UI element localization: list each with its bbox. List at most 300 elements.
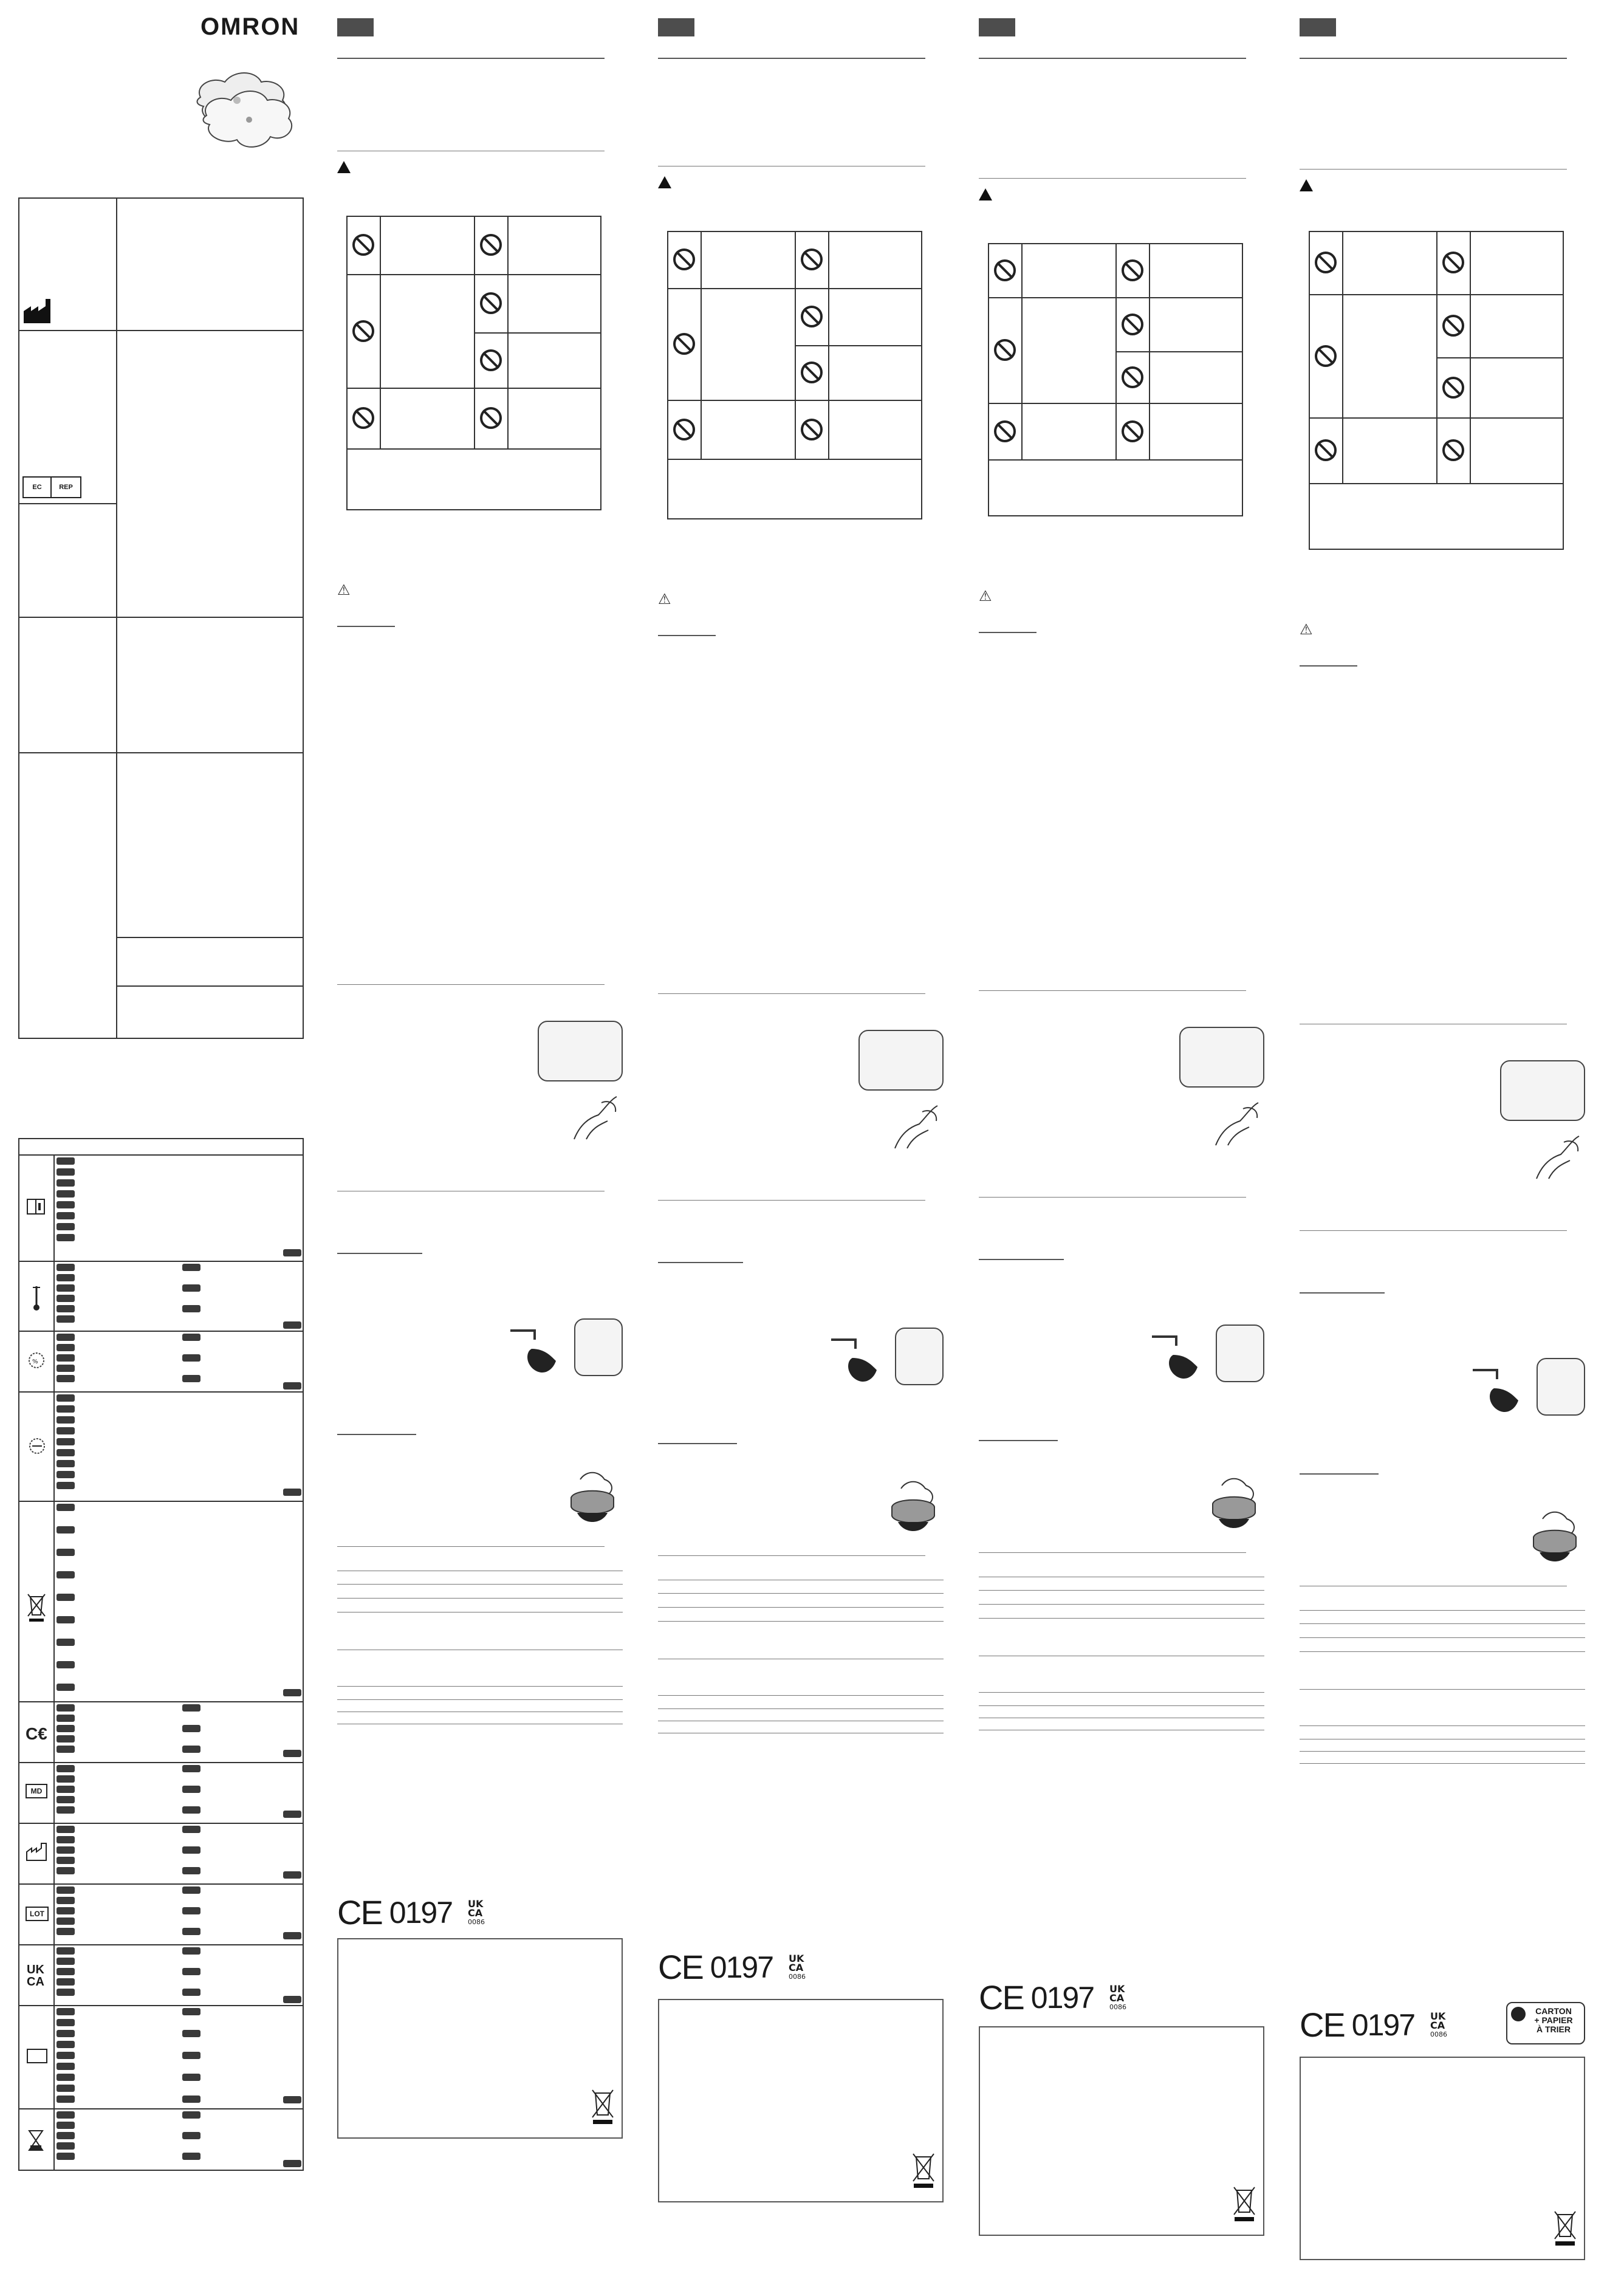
subheading-underline (1300, 1292, 1385, 1294)
language-tag (182, 1284, 200, 1292)
language-tag (57, 1405, 75, 1413)
ukca-mark (468, 1899, 485, 1927)
language-tag (182, 2111, 200, 2119)
subheading-underline (658, 635, 716, 636)
ce-mark-group (979, 1978, 1127, 2017)
subheading-underline (658, 1443, 737, 1444)
 (1309, 294, 1436, 295)
language-tag (182, 1947, 200, 1955)
language-tag (57, 1264, 75, 1271)
prohibition-icon (801, 419, 823, 440)
language-tag (283, 1932, 301, 1939)
language-tag (57, 2132, 75, 2139)
notified-body-number: 0197 (1030, 1981, 1094, 2015)
ce-symbol: CE (1300, 2006, 1345, 2044)
recycling-text: CARTON (1535, 2006, 1572, 2016)
 (1436, 357, 1564, 358)
 (474, 332, 601, 334)
spec-rule (1300, 1763, 1585, 1764)
spec-rule (1300, 1623, 1585, 1624)
spec-rule (658, 1621, 944, 1622)
section-rule (979, 990, 1246, 991)
 (667, 288, 795, 289)
ce-symbol: CE (979, 1978, 1024, 2017)
ec-rep-symbol (22, 476, 81, 498)
language-tag (182, 1334, 200, 1341)
prohibition-icon (994, 339, 1016, 361)
caution-icon: ⚠ (1300, 622, 1313, 638)
storage-illustration (883, 1476, 944, 1537)
language-tag (182, 2153, 200, 2160)
 (667, 400, 795, 401)
ukca-number: 0086 (1430, 2030, 1448, 2038)
humidity-icon (27, 1351, 46, 1369)
tap-icon (507, 1321, 568, 1382)
notified-body-number: 0197 (1351, 2008, 1415, 2042)
language-tag (57, 1886, 75, 1894)
hand-icon (1210, 1097, 1264, 1148)
section-rule (337, 1546, 605, 1547)
 (346, 448, 601, 450)
 (795, 400, 922, 401)
language-tag (57, 1504, 75, 1511)
language-tag (182, 1375, 200, 1382)
prohibition-icon (480, 292, 502, 314)
section-rule (1300, 1230, 1567, 1231)
header-rule (1300, 58, 1567, 59)
language-tag (182, 1765, 200, 1772)
subheading-underline (1300, 1473, 1379, 1475)
 (1115, 403, 1243, 404)
language-tag (57, 1305, 75, 1312)
language-tag (57, 2074, 75, 2081)
language-tag (283, 1871, 301, 1879)
subheading-underline (337, 1434, 416, 1435)
language-tag (57, 2085, 75, 2092)
ukca-bottom: CA (27, 1975, 44, 1989)
language-tag (182, 2030, 200, 2037)
language-tag (57, 2030, 75, 2037)
spec-rule (658, 1695, 944, 1696)
ukca-top: UK (27, 1963, 44, 1976)
ukca-mark (1109, 1984, 1126, 2012)
prohibition-icon (801, 248, 823, 270)
language-tag-header (658, 18, 694, 36)
language-tag (182, 1806, 200, 1814)
language-tag (57, 1978, 75, 1986)
spec-rule (658, 1607, 944, 1608)
wash-pad-illustration (574, 1318, 623, 1376)
ce-symbol: CE (337, 1893, 382, 1931)
spec-rule (1300, 1725, 1585, 1726)
 (1342, 231, 1343, 483)
language-tag (57, 2063, 75, 2070)
section-rule (979, 178, 1246, 179)
language-tag (283, 1249, 301, 1256)
language-tag (57, 1725, 75, 1732)
section-rule (658, 1555, 925, 1556)
language-tag (283, 1750, 301, 1757)
spec-rule (1300, 1651, 1585, 1652)
prohibition-icon (480, 234, 502, 256)
warning-icon (979, 188, 992, 200)
ce-symbol: CE (658, 1948, 703, 1986)
ce-mark-group (337, 1893, 485, 1931)
subheading-underline (979, 632, 1036, 633)
prohibition-icon (352, 234, 374, 256)
skin-placement-illustration (538, 1021, 623, 1081)
language-tag (57, 1639, 75, 1646)
 (667, 459, 922, 460)
spec-rule (337, 1598, 623, 1599)
 (474, 388, 601, 389)
 (1309, 483, 1564, 484)
 (346, 274, 474, 275)
language-tag (182, 1786, 200, 1793)
prohibition-icon (673, 248, 695, 270)
language-tag (57, 1427, 75, 1434)
spec-rule (979, 1705, 1264, 1706)
language-tag (57, 1775, 75, 1783)
language-tag (57, 2122, 75, 2129)
language-tag (182, 1886, 200, 1894)
language-tag (182, 1826, 200, 1833)
language-tag (57, 2096, 75, 2103)
header-rule (337, 58, 605, 59)
section-rule (658, 993, 925, 994)
language-tag (57, 1616, 75, 1623)
language-tag (283, 1689, 301, 1696)
address-box (658, 1999, 944, 2202)
section-rule (1300, 169, 1567, 170)
ukca-bottom: CA (789, 1962, 804, 1973)
prohibition-icon (1315, 345, 1337, 367)
serial-box-icon (27, 2049, 47, 2063)
instructions-icon (26, 1197, 46, 1216)
manufacturer-info-table (18, 197, 304, 1039)
language-tag (57, 1549, 75, 1556)
skin-placement-illustration (1179, 1027, 1264, 1088)
recycling-badge (1506, 2002, 1585, 2044)
language-tag (57, 1482, 75, 1489)
subheading-underline (979, 1440, 1058, 1441)
 (474, 274, 601, 275)
language-tag (182, 1867, 200, 1874)
language-tag (57, 2111, 75, 2119)
language-tag (57, 1947, 75, 1955)
prohibition-icon (480, 407, 502, 429)
weee-bin-icon (589, 2087, 616, 2125)
prohibition-icon (1122, 259, 1143, 281)
 (1021, 243, 1023, 459)
section-rule (658, 1200, 925, 1201)
language-tag (57, 2008, 75, 2015)
prohibition-icon (352, 407, 374, 429)
language-tag (57, 1234, 75, 1241)
language-tag (283, 1489, 301, 1496)
spec-rule (337, 1584, 623, 1585)
prohibition-icon (1442, 315, 1464, 337)
language-tag (57, 1334, 75, 1341)
language-tag (57, 1526, 75, 1534)
language-tag (57, 1746, 75, 1753)
prohibition-icon (673, 419, 695, 440)
language-tag (182, 2074, 200, 2081)
language-tag (283, 1382, 301, 1390)
ukca-bottom: CA (468, 1907, 483, 1919)
ukca-top: UK (789, 1953, 804, 1964)
spec-rule (979, 1604, 1264, 1605)
tap-icon (828, 1331, 889, 1391)
weee-bin-icon (1552, 2209, 1578, 2246)
language-tag (182, 1725, 200, 1732)
language-tag (57, 1594, 75, 1601)
caution-icon: ⚠ (658, 591, 671, 608)
language-tag (182, 1704, 200, 1712)
spec-rule (1300, 1610, 1585, 1611)
language-tag (182, 1746, 200, 1753)
language-tag (283, 1811, 301, 1818)
warning-icon (337, 161, 351, 173)
section-rule (337, 984, 605, 985)
ec-label: EC (22, 476, 52, 498)
ukca-top: UK (1430, 2010, 1446, 2022)
language-tag (57, 1168, 75, 1176)
language-tag (57, 1344, 75, 1351)
language-tag (57, 1365, 75, 1372)
 (988, 459, 1243, 461)
section-rule (979, 1197, 1246, 1198)
language-tag (57, 1826, 75, 1833)
spec-rule (337, 1699, 623, 1700)
weee-bin-icon (1231, 2184, 1258, 2222)
subheading-underline (337, 1253, 422, 1254)
 (380, 216, 381, 448)
spec-rule (1300, 1637, 1585, 1638)
language-tag (57, 2019, 75, 2026)
symbol-table (18, 1138, 304, 2171)
date-of-manufacture-icon (26, 1842, 49, 1862)
spec-rule (979, 1590, 1264, 1591)
prohibition-icon (994, 420, 1016, 442)
pressure-icon (27, 1437, 47, 1455)
language-tag (57, 1735, 75, 1743)
language-tag (57, 2052, 75, 2059)
ukca-number: 0086 (468, 1918, 485, 1926)
 (1436, 417, 1564, 419)
language-tag (57, 1897, 75, 1904)
language-tag (57, 2142, 75, 2150)
section-rule (979, 1552, 1246, 1553)
language-tag (57, 1796, 75, 1803)
svg-text:%: % (32, 1359, 38, 1365)
 (1115, 297, 1243, 298)
ukca-top: UK (1109, 1983, 1125, 1995)
language-tag (57, 1917, 75, 1925)
language-tag (182, 2008, 200, 2015)
prohibition-icon (1442, 377, 1464, 399)
subheading-underline (658, 1262, 743, 1263)
electrode-pad-illustration (188, 61, 304, 152)
language-tag (57, 1295, 75, 1302)
spec-rule (1300, 1751, 1585, 1752)
prohibition-icon (801, 362, 823, 383)
language-tag (283, 2096, 301, 2103)
language-tag (57, 1179, 75, 1187)
caution-icon: ⚠ (337, 582, 351, 598)
language-tag (57, 1571, 75, 1578)
language-tag (182, 1928, 200, 1935)
language-tag (57, 1765, 75, 1772)
language-tag (57, 1471, 75, 1478)
prohibition-icon (1122, 314, 1143, 335)
language-tag (182, 1264, 200, 1271)
language-tag (57, 1704, 75, 1712)
language-tag (57, 1315, 75, 1323)
notified-body-number: 0197 (389, 1896, 453, 1930)
language-tag (182, 1907, 200, 1914)
prohibition-icon (673, 333, 695, 355)
language-tag-header (337, 18, 374, 36)
language-tag (57, 1958, 75, 1965)
prohibition-icon (1315, 252, 1337, 273)
recycling-text: + PAPIER (1534, 2015, 1573, 2025)
ukca-bottom: CA (1109, 1992, 1125, 2004)
prohibition-icon (1122, 366, 1143, 388)
header-rule (658, 58, 925, 59)
ce-mark-group (1300, 2008, 1447, 2042)
 (1436, 294, 1564, 295)
storage-illustration (1524, 1507, 1585, 1568)
 (795, 345, 922, 346)
recycling-text: À TRIER (1537, 2024, 1571, 2034)
skin-placement-illustration (858, 1030, 944, 1091)
prohibition-icon (994, 259, 1016, 281)
language-tag (283, 1996, 301, 2003)
 (795, 288, 922, 289)
language-tag (57, 1867, 75, 1874)
ukca-bottom: CA (1430, 2020, 1445, 2031)
language-tag (57, 1449, 75, 1456)
language-tag (182, 2132, 200, 2139)
prohibition-icon (1315, 439, 1337, 461)
spec-rule (979, 1618, 1264, 1619)
hand-icon (1530, 1130, 1585, 1182)
language-tag (57, 1661, 75, 1668)
ukca-number: 0086 (789, 1973, 806, 1981)
ukca-icon (27, 1964, 44, 1988)
prohibition-icon (480, 349, 502, 371)
caution-icon: ⚠ (979, 588, 992, 605)
ukca-mark (789, 1954, 806, 1981)
storage-illustration (1204, 1473, 1264, 1534)
header-rule (979, 58, 1246, 59)
 (346, 388, 474, 389)
language-tag (283, 2160, 301, 2167)
language-tag (57, 1274, 75, 1281)
language-tag (283, 1321, 301, 1329)
spec-rule (1300, 1689, 1585, 1690)
language-tag (57, 1212, 75, 1219)
prohibition-icon (352, 320, 374, 342)
weee-bin-icon (26, 1592, 47, 1622)
wash-pad-illustration (1216, 1324, 1264, 1382)
spec-rule (337, 1686, 623, 1687)
language-tag (182, 1989, 200, 1996)
language-tag (57, 1857, 75, 1864)
storage-illustration (562, 1467, 623, 1528)
language-tag (57, 1928, 75, 1935)
language-tag (57, 1786, 75, 1793)
 (1115, 351, 1243, 352)
language-tag (57, 1684, 75, 1691)
address-box (979, 2026, 1264, 2236)
spec-rule (979, 1692, 1264, 1693)
ce-icon: C€ (26, 1724, 47, 1743)
 (1309, 417, 1436, 419)
language-tag (57, 2041, 75, 2048)
language-tag (182, 2052, 200, 2059)
rep-label: REP (52, 476, 81, 498)
ukca-mark (1430, 2012, 1447, 2039)
language-tag (57, 1157, 75, 1165)
ukca-number: 0086 (1109, 2003, 1127, 2011)
notified-body-number: 0197 (710, 1950, 773, 1984)
language-tag-header (1300, 18, 1336, 36)
ukca-top: UK (468, 1898, 484, 1910)
warning-icon (658, 176, 671, 188)
language-tag (182, 2096, 200, 2103)
warning-icon (1300, 179, 1313, 191)
prohibition-icon (1122, 420, 1143, 442)
wash-pad-illustration (1537, 1358, 1585, 1416)
language-tag (57, 1190, 75, 1198)
hand-icon (568, 1091, 623, 1142)
language-tag (182, 1968, 200, 1975)
tap-icon (1470, 1361, 1530, 1422)
language-tag (57, 1907, 75, 1914)
spec-rule (658, 1593, 944, 1594)
 (988, 297, 1115, 298)
temperature-icon (30, 1285, 43, 1312)
md-icon: MD (26, 1784, 47, 1798)
use-by-icon (27, 2130, 45, 2151)
tap-icon (1149, 1328, 1210, 1388)
ce-mark-group (658, 1950, 806, 1984)
language-tag (182, 1354, 200, 1362)
prohibition-icon (801, 306, 823, 327)
language-tag (57, 1989, 75, 1996)
language-tag (57, 1438, 75, 1445)
language-tag (57, 1715, 75, 1722)
language-tag (57, 1223, 75, 1230)
address-box (1300, 2057, 1585, 2260)
subheading-underline (1300, 665, 1357, 667)
language-tag (57, 1375, 75, 1382)
subheading-underline (337, 626, 395, 627)
language-tag (182, 1305, 200, 1312)
language-tag (57, 1846, 75, 1854)
subheading-underline (979, 1259, 1064, 1260)
language-tag (57, 1416, 75, 1424)
omron-logo: OMRON (200, 13, 300, 40)
language-tag (57, 1836, 75, 1843)
language-tag (57, 1968, 75, 1975)
hand-icon (889, 1100, 944, 1151)
wash-pad-illustration (895, 1328, 944, 1385)
language-tag (57, 1460, 75, 1467)
weee-bin-icon (910, 2151, 937, 2188)
